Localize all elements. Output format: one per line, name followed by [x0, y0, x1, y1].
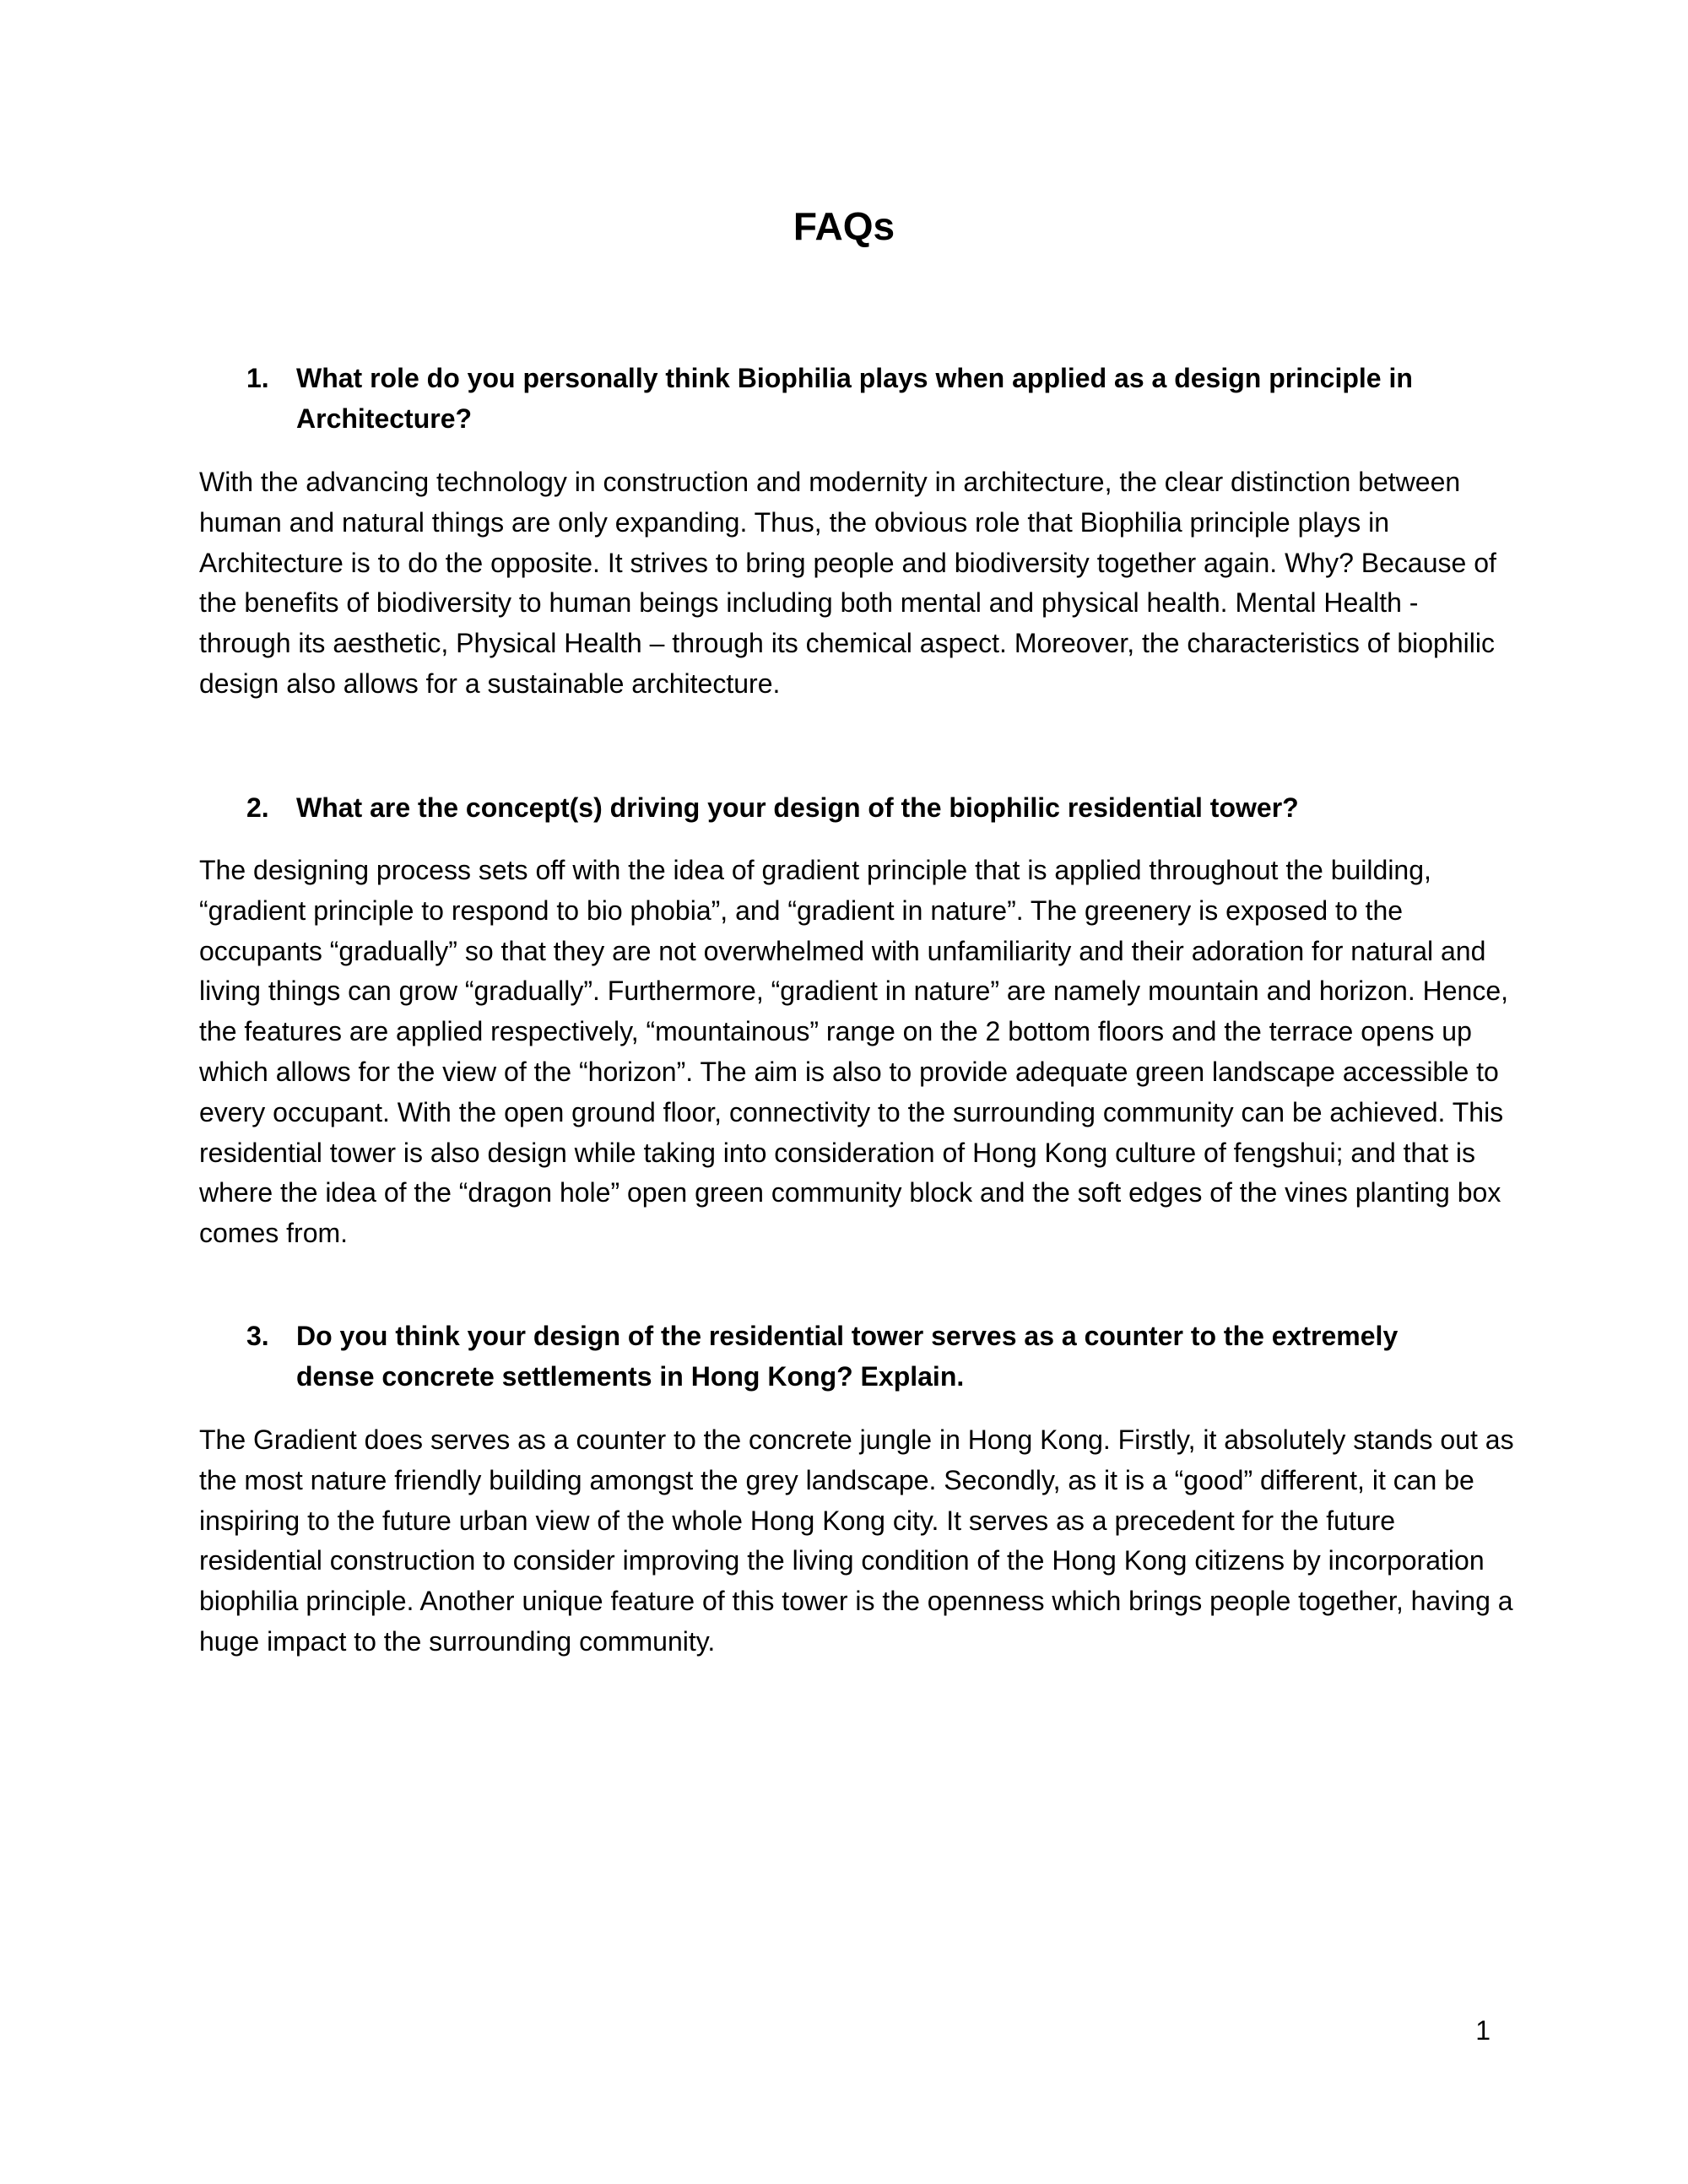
faq-answer-1: With the advancing technology in construction and modernity in architecture, the clear distinction between human and natural things are only expanding. Thus, the obvious role that Biophilia principle plays in Architecture is to do the opposite. It strives to bring people and biodiversity together again. Why? Because of the benefits of biodiversity to human beings including both mental and physical health. Mental Health - through its aesthetic, Physical Health – through its chemical aspect. Moreover, the characteristics of biophilic design also allows for a sustainable architecture.	[199, 467, 1496, 699]
faq-question-number: 3.	[246, 1321, 269, 1351]
faq-answer-3: The Gradient does serves as a counter to the concrete jungle in Hong Kong. Firstly, it absolutely stands out as the most nature friendly building amongst the grey landscape. Secondly, as it is a “good” different, it can be inspiring to the future urban view of the whole Hong Kong city. It serves as a precedent for the future residential construction to consider improving the living condition of the Hong Kong citizens by incorporation biophilia principle. Another unique feature of this tower is the openness which brings people together, having a huge impact to the surrounding community.	[199, 1424, 1514, 1657]
faq-question-2	[246, 787, 1479, 828]
faq-answer-2: The designing process sets off with the idea of gradient principle that is applied throughout the building, “gradient principle to respond to bio phobia”, and “gradient in nature”. The greenery is exposed to the occupants “gradually” so that they are not overwhelmed with unfamiliarity and their adoration for natural and living things can grow “gradually”. Furthermore, “gradient in nature” are namely mountain and horizon. Hence, the features are applied respectively, “mountainous” range on the 2 bottom floors and the terrace opens up which allows for the view of the “horizon”. The aim is also to provide adequate green landscape accessible to every occupant. With the open ground floor, connectivity to the surrounding community can be achieved. This residential tower is also design while taking into consideration of Hong Kong culture of fengshui; and that is where the idea of the “dragon hole” open green community block and the soft edges of the vines planting box comes from.	[199, 855, 1508, 1249]
faq-question-number: 2.	[246, 792, 269, 823]
page-number: 1	[1475, 2015, 1491, 2046]
faq-question-3	[246, 1316, 1479, 1397]
faq-question-text: Do you think your design of the residential tower serves as a counter to the extremely dense concrete settlements in Hong Kong? Explain.	[296, 1321, 1399, 1392]
faq-question-number: 1.	[246, 363, 269, 393]
faq-question-text: What role do you personally think Biophilia plays when applied as a design principle in Architecture?	[296, 363, 1413, 434]
faq-question-1	[246, 358, 1479, 439]
faq-question-text: What are the concept(s) driving your design of the biophilic residential tower?	[296, 792, 1299, 823]
page-title: FAQs	[793, 204, 895, 248]
